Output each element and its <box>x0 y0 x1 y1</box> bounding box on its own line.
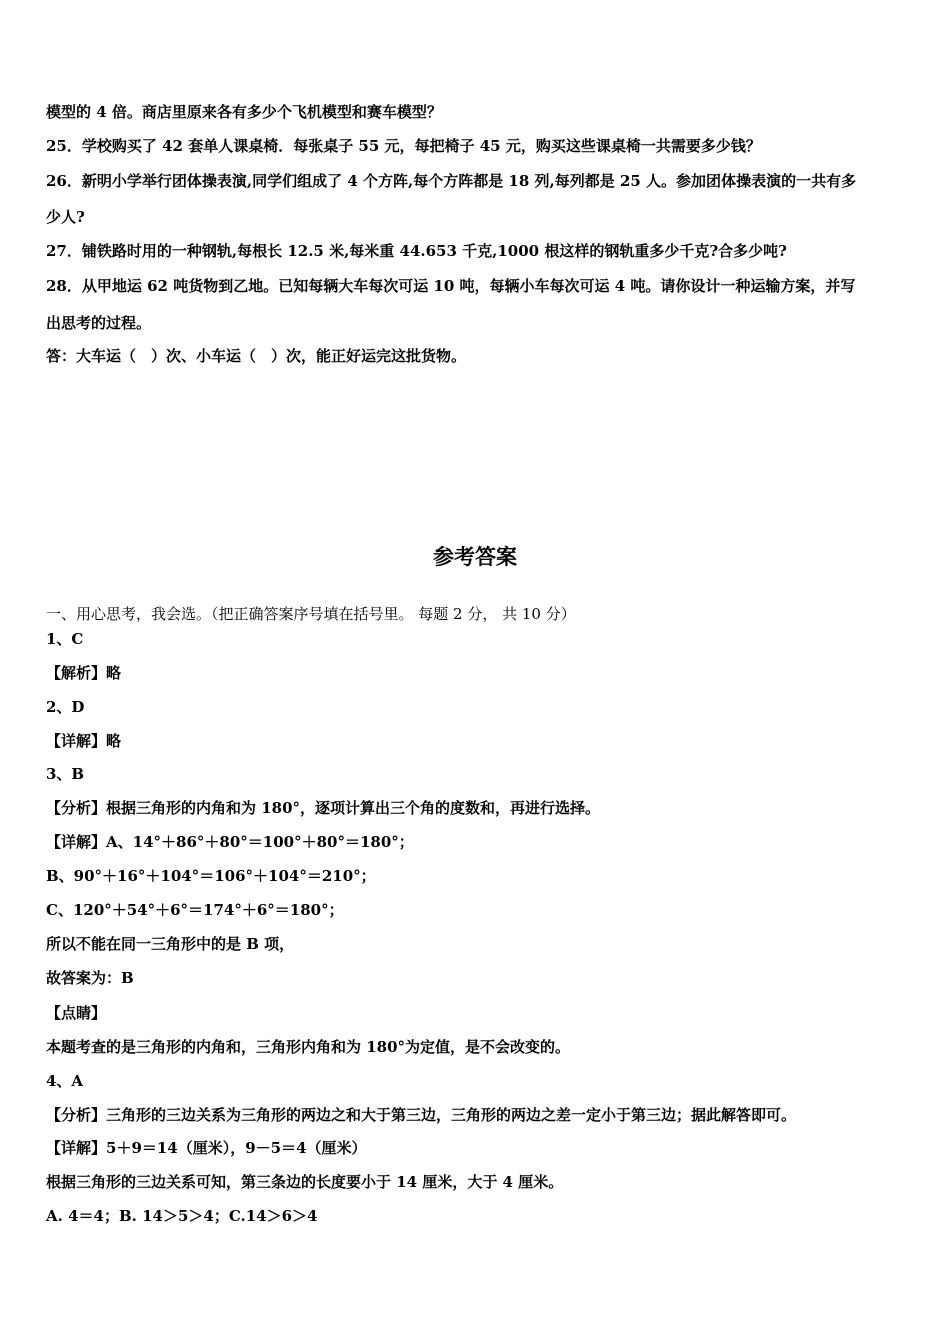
answer-3: 3、B <box>46 765 85 783</box>
answer-1-note: 【解析】略 <box>46 664 122 682</box>
section-1-heading: 一、用心思考，我会选。（把正确答案序号填在括号里。 每题 2 分， 共 10 分） <box>46 605 576 623</box>
answer-3-analysis: 【分析】根据三角形的内角和为 180°，逐项计算出三个角的度数和，再进行选择。 <box>46 799 601 817</box>
question-26-line1: 26．新明小学举行团体操表演,同学们组成了 4 个方阵,每个方阵都是 18 列,每列都是 25 人。参加团体操表演的一共有多 <box>46 172 857 190</box>
answer-4-reason: 根据三角形的三边关系可知，第三条边的长度要小于 14 厘米，大于 4 厘米。 <box>46 1173 564 1191</box>
answer-4-analysis: 【分析】三角形的三边关系为三角形的两边之和大于第三边，三角形的两边之差一定小于第三边；据此解答即可。 <box>46 1106 797 1124</box>
answer-3-point-text: 本题考查的是三角形的内角和，三角形内角和为 180°为定值，是不会改变的。 <box>46 1038 571 1056</box>
answers-title: 参考答案 <box>433 545 517 569</box>
answer-3-detail-c: C、120°＋54°＋6°＝174°＋6°＝180°； <box>46 901 344 919</box>
answer-4: 4、A <box>46 1072 84 1090</box>
answer-3-conclusion: 所以不能在同一三角形中的是 B 项， <box>46 935 295 953</box>
question-28-answer: 答：大车运（ ）次、小车运（ ）次，能正好运完这批货物。 <box>46 347 467 365</box>
question-25: 25．学校购买了 42 套单人课桌椅．每张桌子 55 元，每把椅子 45 元，购买这些课桌椅一共需要多少钱？ <box>46 137 761 155</box>
answer-4-options: A. 4＝4；B. 14＞5＞4；C.14＞6＞4 <box>46 1207 318 1225</box>
answer-3-point-label: 【点睛】 <box>46 1004 107 1022</box>
answer-3-detail-b: B、90°＋16°＋104°＝106°＋104°＝210°； <box>46 867 376 885</box>
answer-2-note: 【详解】略 <box>46 732 122 750</box>
answer-1: 1、C <box>46 630 84 648</box>
question-28-line1: 28．从甲地运 62 吨货物到乙地。已知每辆大车每次可运 10 吨，每辆小车每次可运 4 吨。请你设计一种运输方案，并写 <box>46 277 856 295</box>
answer-4-detail: 【详解】5＋9＝14（厘米），9－5＝4（厘米） <box>46 1139 367 1157</box>
answer-3-detail-a: 【详解】A、14°＋86°＋80°＝100°＋80°＝180°； <box>46 833 414 851</box>
question-28-line2: 出思考的过程。 <box>46 314 152 332</box>
question-27: 27．铺铁路时用的一种钢轨,每根长 12.5 米,每米重 44.653 千克,1000 根这样的钢轨重多少千克?合多少吨? <box>46 242 787 260</box>
answer-3-final: 故答案为：B <box>46 969 134 987</box>
answer-2: 2、D <box>46 698 85 716</box>
question-24-tail: 模型的 4 倍。商店里原来各有多少个飞机模型和赛车模型？ <box>46 103 442 121</box>
question-26-line2: 少人? <box>46 208 85 226</box>
